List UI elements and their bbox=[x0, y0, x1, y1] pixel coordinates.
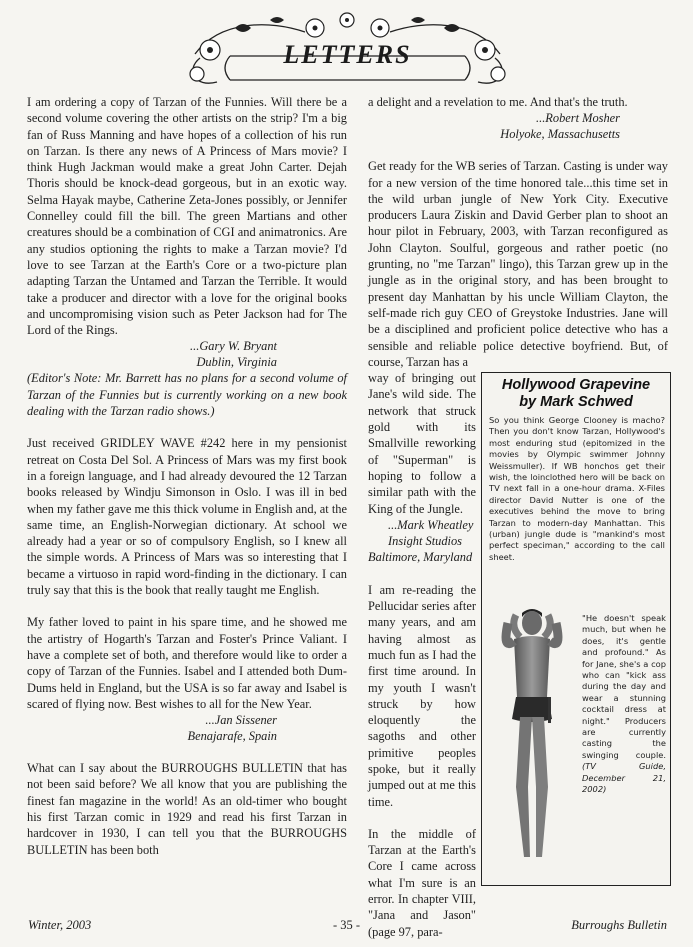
sidebar-body-continued bbox=[582, 613, 666, 796]
signature-name: ...Mark Wheatley bbox=[388, 517, 474, 532]
letter-paragraph: a delight and a revelation to me. And that's the truth. bbox=[368, 95, 628, 109]
letter-paragraph: I am ordering a copy of Tarzan of the Funnies. Will there be a second volume covering the other artists on the strip? I'm a big fan of Russ Manning and have hopes of a collection of his run on Tarzan. Is there any news of A Princess of Mars movie? I think Hugh Jackman would make a great John Carter. Dejah Thoris should be knock-dead gorgeous, but in an exotic way. Selma Hayak maybe, Catherine Zeta-Jones possibly, or Jennifer Connelley could fill the bill. The green Martians and other creatures should be a combination of CGI and animatronics. Are any studios optioning the rights to make a Tarzan movie? I'd love to see Tarzan at the Earth's Core or a two-picture plan adapting Tarzan the Untamed and Tarzan the Terrible. It would take a producer and director with a love for the original books and uncompromising vision such as Peter Jackson had for The Lord of the Rings. bbox=[27, 95, 347, 338]
left-column bbox=[27, 94, 347, 858]
sidebar-box bbox=[481, 372, 671, 886]
letter-paragraph: My father loved to paint in his spare time, and he showed me the artistry of Hogarth's Tarzan and Foster's Prince Valiant. I have a complete set of both, and therefore would like to order a copy of Tarzan of the Funnies. Isabel and I attended both Dum-Dums held in England, but the USA is so far away and Isabel is scared of flying now. Best wishes to all for the New Year. bbox=[27, 615, 347, 711]
signature-place: Benajarafe, Spain bbox=[187, 729, 277, 744]
tarzan-photo-icon bbox=[486, 605, 578, 870]
page-number: - 35 - bbox=[332, 918, 361, 932]
letter-paragraph: What can I say about the BURROUGHS BULLETIN that has not been said before? We all know that you are publishing the finest fan magazine in the world! As an old-timer who bought his first Tarzan comic in 1929 and read his first Tarzan in hardcover in 1930, I can tell you that the BURROUGHS BULLETIN has been both bbox=[27, 761, 347, 857]
sidebar-title-line: Hollywood Grapevine bbox=[501, 377, 651, 393]
letters-header bbox=[175, 10, 520, 90]
letter-paragraph: In the middle of Tarzan at the Earth's Core I came across what I'm sure is an error. In chapter VIII, "Jana and Jason" (page 97, para- bbox=[368, 826, 476, 939]
letter-paragraph: Just received GRIDLEY WAVE #242 here in my pensionist retreat on Costa Del Sol. A Princess of Mars was my first book in a foreign language, and I had already devoured the 12 Tarzan books released by Windju Simonson in Oslo. I was ill in bed when my father gave me this thick volume in English and, at the same time, an English-Norwegian dictionary. At school we already had a year or so of compulsory English, so I knew all the simple words. A Princess of Mars was so interesting that I became a virtuoso in rapid word-finding in the dictionary. I can truly say that this is the book that really taught me English. bbox=[27, 436, 347, 598]
signature-name: ...Jan Sissener bbox=[205, 713, 277, 728]
signature-place: Baltimore, Maryland bbox=[368, 550, 473, 565]
page-title: LETTERS bbox=[283, 40, 412, 69]
signature-name: ...Gary W. Bryant bbox=[190, 339, 277, 354]
signature-org: Insight Studios bbox=[388, 534, 463, 549]
sidebar-byline: by Mark Schwed bbox=[519, 394, 633, 410]
sidebar-body: So you think George Clooney is macho? Then you don't know Tarzan, Hollywood's most enduring stud (epitomized in the movies by Olympic swimmer Johnny Weissmuller). If WB honchos get their wish, the loinclothed hero will be back on TV next fall in a one-hour drama. X-Files director David Nutter is one of the executives behind the move to bring Tarzan to modern-day Manhattan. This (urban) jungle dude is "mankind's most perfect speciman," according to the call sheet. bbox=[489, 415, 665, 562]
signature-place: Holyoke, Massachusetts bbox=[500, 127, 620, 142]
letter-paragraph: I am re-reading the Pellucidar series after many years, and am having almost as much fun as I had the first time around. In my youth I wasn't struck by how eloquently the sagoths and other primitive peoples spoke, but it really jumped out at me this time. bbox=[368, 582, 476, 809]
footer-publication: Burroughs Bulletin bbox=[571, 918, 667, 932]
signature-name: ...Robert Mosher bbox=[536, 111, 620, 126]
letter-paragraph: Get ready for the WB series of Tarzan. Casting is under way for a new version of the time honored tale...this time set in the wild urban jungle of New York City. Executive producers Laura Ziskin and David Gerber plan to shoot an hour pilot in February, 2003, with Tarzan reconfigured as John Clayton. Soulful, gorgeous and rather poetic (no grunting, no "me Tarzan" lingo), this Tarzan grew up in the jungle as in the original story, and has been brought to present day Manhattan by his uncle William Clayton, the self-made rich guy CEO of Greystoke Industries. Jane will be a disciplined and proficient police detective who has a sensible and reliable police detective boyfriend. But, of course, Tarzan has a bbox=[368, 159, 668, 369]
sidebar-source: (TV Guide, December 21, 2002) bbox=[582, 761, 666, 795]
sidebar-body-text: "He doesn't speak much, but when he does, it's gentle and profound." As for Jane, she's a cop who can "kick ass during the day and wear a stunning cocktail dress at night." Producers are currently casting the swinging couple. bbox=[582, 613, 666, 760]
sidebar-title bbox=[482, 377, 670, 411]
footer-issue-date: Winter, 2003 bbox=[28, 918, 92, 932]
editor-note: (Editor's Note: Mr. Barrett has no plans for a second volume of Tarzan of the Funnies but is currently working on a new book dealing with the Tarzan radio shows.) bbox=[27, 371, 347, 419]
letter-paragraph: way of bringing out Jane's wild side. The network that struck gold with its Smallville reworking of "Superman" is hoping to follow a similar path with the King of the Jungle. bbox=[368, 371, 476, 516]
signature-place: Dublin, Virginia bbox=[196, 355, 277, 370]
